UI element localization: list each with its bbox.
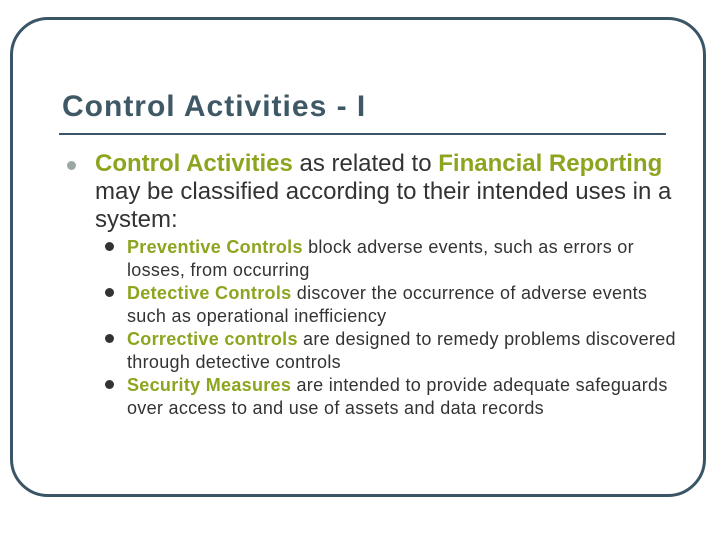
sub-point-detective xyxy=(102,282,682,328)
main-highlight-control-activities: Control Activities xyxy=(95,150,293,177)
main-point xyxy=(95,150,685,234)
sub-point-list xyxy=(102,236,682,420)
sub-point-security xyxy=(102,374,682,420)
sub-point-text: are designed to remedy problems discovered through detective controls xyxy=(127,329,676,372)
main-text-part1: as related to xyxy=(292,150,439,177)
sub-point-text: block adverse events, such as errors or losses, from occurring xyxy=(127,237,634,280)
bullet-icon xyxy=(105,380,114,389)
main-highlight-financial-reporting: Financial Reporting xyxy=(438,150,663,177)
sub-point-corrective xyxy=(102,328,682,374)
term-security-measures: Security Measures xyxy=(127,375,292,395)
term-detective-controls: Detective Controls xyxy=(127,283,292,303)
title-divider xyxy=(59,133,666,135)
bullet-icon xyxy=(105,334,114,343)
sub-point-preventive xyxy=(102,236,682,282)
term-preventive-controls: Preventive Controls xyxy=(127,237,303,257)
main-text-part2: may be classified according to their intended uses in a system: xyxy=(95,178,672,233)
bullet-icon xyxy=(105,288,114,297)
slide-title: Control Activities - I xyxy=(62,90,367,123)
main-bullet-icon xyxy=(67,161,76,170)
sub-point-text: are intended to provide adequate safeguards over access to and use of assets and data records xyxy=(127,375,668,418)
sub-point-text: discover the occurrence of adverse events such as operational inefficiency xyxy=(127,283,648,326)
bullet-icon xyxy=(105,242,114,251)
term-corrective-controls: Corrective controls xyxy=(127,329,298,349)
